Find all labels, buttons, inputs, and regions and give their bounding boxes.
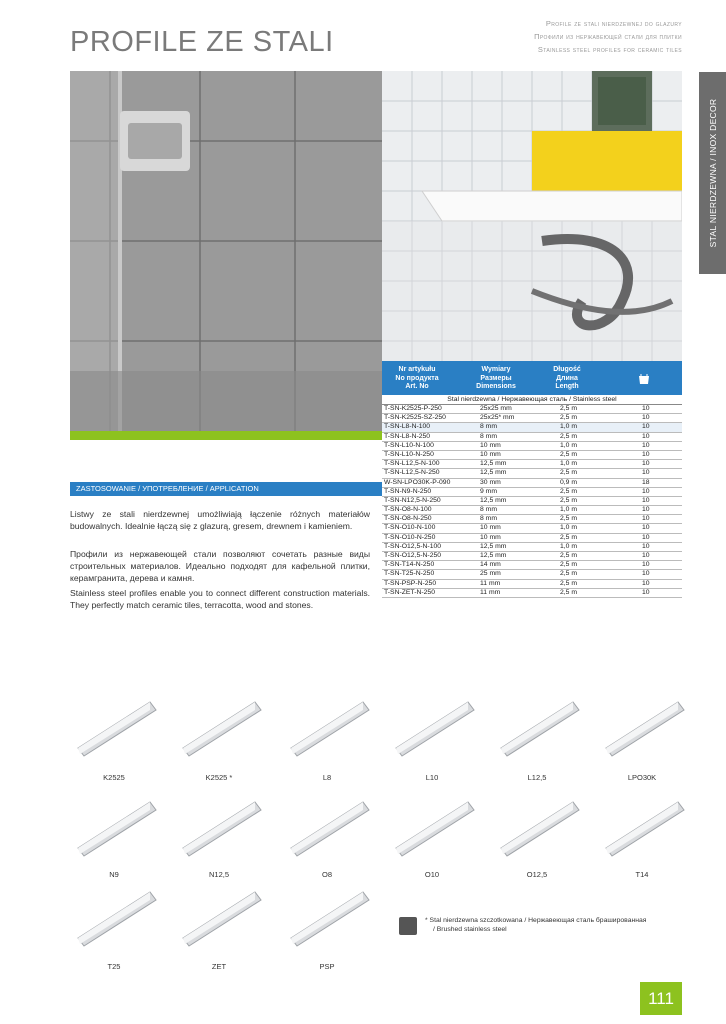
cell-length: 2,5 m bbox=[560, 515, 577, 523]
profile-image bbox=[493, 690, 581, 750]
table-header bbox=[382, 361, 682, 395]
profile-label: O8 bbox=[321, 870, 332, 879]
header-line: Art. No bbox=[405, 383, 429, 390]
cell-art-no: T-SN-O10-N-100 bbox=[384, 524, 436, 532]
profile-drawing bbox=[175, 880, 263, 950]
profile-image bbox=[175, 690, 263, 750]
page-number: 111 bbox=[640, 982, 682, 1015]
table-row bbox=[382, 497, 682, 506]
subtitle-en: Stainless steel profiles for ceramic tiles bbox=[537, 45, 682, 54]
paragraph-ru: Профили из нержавеющей стали позволяют сочетать разные виды строительных материалов. Идеально подходят для кафельной плитки, керамгранита, дерева и камня. bbox=[70, 549, 370, 583]
profile-drawing bbox=[493, 690, 581, 760]
profile-label: O12,5 bbox=[526, 870, 548, 879]
paragraph-en: Stainless steel profiles enable you to connect different construction materials. They perfectly match ceramic tiles, terracotta, wood and stones. bbox=[70, 588, 370, 610]
cell-dimension: 8 mm bbox=[480, 515, 497, 523]
cell-length: 2,5 m bbox=[560, 450, 577, 458]
cell-pack: 18 bbox=[642, 478, 650, 486]
profile-label: L10 bbox=[425, 773, 439, 782]
cell-pack: 10 bbox=[642, 506, 650, 514]
profile-drawing bbox=[175, 790, 263, 860]
cell-art-no: T-SN-T14-N-250 bbox=[384, 561, 435, 569]
profile-drawing bbox=[598, 690, 686, 760]
paragraph-pl: Listwy ze stali nierdzewnej umożliwiają łączenie różnych materiałów budowalnych. Idealnie łączą się z glazurą, gresem, drewnem i kamieniem. bbox=[70, 509, 370, 531]
cell-dimension: 30 mm bbox=[480, 478, 501, 486]
cell-pack: 10 bbox=[642, 405, 650, 412]
table-row bbox=[382, 515, 682, 524]
cell-pack: 10 bbox=[642, 515, 650, 523]
cell-pack: 10 bbox=[642, 496, 650, 504]
table-row bbox=[382, 433, 682, 442]
table-row bbox=[382, 414, 682, 423]
profile-image bbox=[70, 690, 158, 750]
cell-length: 0,9 m bbox=[560, 478, 577, 486]
profile-label: L12,5 bbox=[527, 773, 547, 782]
profile-label: N12,5 bbox=[208, 870, 229, 879]
profile-drawing bbox=[283, 690, 371, 760]
cell-length: 2,5 m bbox=[560, 405, 577, 412]
cell-length: 2,5 m bbox=[560, 432, 577, 440]
cell-length: 2,5 m bbox=[560, 414, 577, 422]
side-tab-label: STAL NIERDZEWNA / INOX DECOR bbox=[707, 98, 718, 248]
cell-dimension: 10 mm bbox=[480, 450, 501, 458]
cell-art-no: T-SN-O8-N-250 bbox=[384, 515, 432, 523]
header-line: Nr artykułu bbox=[398, 366, 436, 373]
cell-length: 1,0 m bbox=[560, 460, 577, 468]
header-line: Długość bbox=[553, 366, 581, 373]
cell-dimension: 25x25 mm bbox=[480, 405, 512, 412]
cell-pack: 10 bbox=[642, 432, 650, 440]
header-line: No продукта bbox=[395, 374, 439, 382]
profile-label: LPO30K bbox=[627, 773, 657, 782]
footnote-line-2: / Brushed stainless steel bbox=[433, 926, 507, 933]
cell-dimension: 25 mm bbox=[480, 570, 501, 578]
cell-pack: 10 bbox=[642, 588, 650, 596]
cell-length: 2,5 m bbox=[560, 588, 577, 596]
profile-drawing bbox=[598, 790, 686, 860]
page-title: PROFILE ZE STALI bbox=[70, 26, 334, 58]
cell-dimension: 12,5 mm bbox=[480, 552, 507, 559]
profile-image bbox=[493, 790, 581, 850]
cell-art-no: T-SN-L8-N-250 bbox=[384, 432, 431, 440]
cell-dimension: 8 mm bbox=[480, 506, 497, 514]
profile-image bbox=[175, 790, 263, 850]
profile-image bbox=[388, 690, 476, 750]
profile-drawing bbox=[70, 790, 158, 860]
table-body bbox=[382, 405, 682, 598]
table-row bbox=[382, 469, 682, 478]
table-section-label: Stal nierdzewna / Нержавеющая сталь / Stainless steel bbox=[382, 395, 682, 405]
table-row bbox=[382, 570, 682, 579]
table-row bbox=[382, 506, 682, 515]
cell-art-no: T-SN-T25-N-250 bbox=[384, 570, 435, 578]
profile-image bbox=[70, 790, 158, 850]
cell-length: 1,0 m bbox=[560, 524, 577, 532]
cell-length: 1,0 m bbox=[560, 441, 577, 449]
cell-art-no: T-SN-L12,5-N-100 bbox=[384, 460, 440, 468]
cell-art-no: T-SN-O12,5-N-100 bbox=[384, 542, 442, 550]
profile-label: T14 bbox=[635, 870, 649, 879]
profile-label: N9 bbox=[109, 870, 119, 879]
shower-photo bbox=[70, 71, 382, 431]
cell-pack: 10 bbox=[642, 441, 650, 449]
accent-bar bbox=[70, 431, 382, 440]
header-line: Wymiary bbox=[481, 366, 511, 373]
cell-art-no: T-SN-N9-N-250 bbox=[384, 487, 432, 495]
profile-drawing bbox=[283, 880, 371, 950]
profile-image bbox=[283, 880, 371, 940]
table-row bbox=[382, 442, 682, 451]
table-row bbox=[382, 405, 682, 414]
profile-drawing bbox=[175, 690, 263, 760]
cell-length: 2,5 m bbox=[560, 496, 577, 504]
cell-length: 2,5 m bbox=[560, 469, 577, 477]
cell-art-no: T-SN-L10-N-250 bbox=[384, 450, 434, 458]
cell-art-no: W-SN-LPO30K-P-090 bbox=[384, 478, 451, 486]
cell-art-no: T-SN-K2525-P-250 bbox=[384, 405, 442, 412]
header-length bbox=[542, 366, 592, 392]
cell-dimension: 12,5 mm bbox=[480, 542, 507, 550]
table-row bbox=[382, 552, 682, 561]
cell-length: 2,5 m bbox=[560, 533, 577, 541]
cell-length: 1,0 m bbox=[560, 423, 577, 431]
cell-pack: 10 bbox=[642, 524, 650, 532]
cell-pack: 10 bbox=[642, 552, 650, 559]
cell-dimension: 25x25* mm bbox=[480, 414, 515, 422]
bathroom-photo bbox=[382, 71, 682, 361]
subtitle-ru: Профили из нержавеющей стали для плитки bbox=[534, 32, 682, 41]
profile-label: PSP bbox=[319, 962, 335, 971]
table-row bbox=[382, 524, 682, 533]
cell-pack: 10 bbox=[642, 533, 650, 541]
profile-image bbox=[598, 690, 686, 750]
profile-label: ZET bbox=[211, 962, 227, 971]
header-line: Dimensions bbox=[476, 383, 516, 390]
subtitle-pl: Profile ze stali nierdzewnej do glazury bbox=[545, 19, 682, 28]
table-row bbox=[382, 561, 682, 570]
profile-image bbox=[283, 690, 371, 750]
table-row bbox=[382, 534, 682, 543]
cell-dimension: 14 mm bbox=[480, 561, 501, 569]
cell-dimension: 10 mm bbox=[480, 533, 501, 541]
profile-drawing bbox=[493, 790, 581, 860]
cell-dimension: 11 mm bbox=[480, 579, 501, 587]
table-row bbox=[382, 460, 682, 469]
profile-image bbox=[70, 880, 158, 940]
table-row bbox=[382, 589, 682, 598]
cell-pack: 10 bbox=[642, 570, 650, 578]
cell-pack: 10 bbox=[642, 460, 650, 468]
cell-pack: 10 bbox=[642, 542, 650, 550]
profile-label: L8 bbox=[322, 773, 332, 782]
application-heading: ZASTOSOWANIE / УПОТРЕБЛЕНИЕ / APPLICATION bbox=[70, 482, 382, 496]
cell-art-no: T-SN-PSP-N-250 bbox=[384, 579, 437, 587]
cell-dimension: 12,5 mm bbox=[480, 496, 507, 504]
side-tab bbox=[699, 72, 726, 274]
profile-drawing bbox=[388, 790, 476, 860]
cell-art-no: T-SN-N12,5-N-250 bbox=[384, 496, 441, 504]
profile-label: K2525 bbox=[103, 773, 125, 782]
cell-art-no: T-SN-L8-N-100 bbox=[384, 423, 431, 431]
profile-drawing bbox=[70, 690, 158, 760]
cell-dimension: 8 mm bbox=[480, 423, 497, 431]
cell-length: 2,5 m bbox=[560, 552, 577, 559]
header-dimensions bbox=[466, 366, 526, 392]
cell-art-no: T-SN-ZET-N-250 bbox=[384, 588, 435, 596]
profile-drawing bbox=[283, 790, 371, 860]
cell-pack: 10 bbox=[642, 414, 650, 422]
profile-label: K2525 * bbox=[205, 773, 233, 782]
cell-length: 2,5 m bbox=[560, 487, 577, 495]
profile-label: T25 bbox=[107, 962, 121, 971]
package-icon bbox=[638, 373, 650, 385]
profile-image bbox=[175, 880, 263, 940]
cell-pack: 10 bbox=[642, 423, 650, 431]
table-row bbox=[382, 488, 682, 497]
cell-pack: 10 bbox=[642, 561, 650, 569]
cell-length: 1,0 m bbox=[560, 542, 577, 550]
cell-art-no: T-SN-K2525-SZ-250 bbox=[384, 414, 446, 422]
profile-label: O10 bbox=[424, 870, 440, 879]
cell-length: 2,5 m bbox=[560, 561, 577, 569]
cell-pack: 10 bbox=[642, 450, 650, 458]
profile-drawing bbox=[70, 880, 158, 950]
table-row bbox=[382, 423, 682, 432]
header-line: Размеры bbox=[480, 374, 512, 382]
table-row bbox=[382, 451, 682, 460]
profile-image bbox=[388, 790, 476, 850]
header-line: Длина bbox=[556, 374, 578, 382]
cell-length: 2,5 m bbox=[560, 579, 577, 587]
footnote-line-1: * Stal nierdzewna szczotkowana / Нержавеющая сталь брашированная bbox=[425, 917, 647, 924]
cell-pack: 10 bbox=[642, 487, 650, 495]
cell-pack: 10 bbox=[642, 469, 650, 477]
cell-art-no: T-SN-O12,5-N-250 bbox=[384, 552, 442, 559]
table-row bbox=[382, 479, 682, 488]
cell-art-no: T-SN-L10-N-100 bbox=[384, 441, 434, 449]
brushed-steel-icon bbox=[399, 917, 417, 935]
header-line: Length bbox=[555, 383, 579, 390]
profile-drawing bbox=[388, 690, 476, 760]
cell-dimension: 10 mm bbox=[480, 524, 501, 532]
cell-dimension: 8 mm bbox=[480, 432, 497, 440]
profile-image bbox=[283, 790, 371, 850]
header-art-no bbox=[382, 366, 452, 392]
cell-length: 1,0 m bbox=[560, 506, 577, 514]
table-row bbox=[382, 580, 682, 589]
cell-length: 2,5 m bbox=[560, 570, 577, 578]
cell-dimension: 12,5 mm bbox=[480, 469, 507, 477]
cell-art-no: T-SN-O10-N-250 bbox=[384, 533, 436, 541]
cell-dimension: 10 mm bbox=[480, 441, 501, 449]
table-row bbox=[382, 543, 682, 552]
cell-dimension: 11 mm bbox=[480, 588, 501, 596]
cell-art-no: T-SN-L12,5-N-250 bbox=[384, 469, 440, 477]
cell-art-no: T-SN-O8-N-100 bbox=[384, 506, 432, 514]
cell-dimension: 9 mm bbox=[480, 487, 497, 495]
cell-pack: 10 bbox=[642, 579, 650, 587]
cell-dimension: 12,5 mm bbox=[480, 460, 507, 468]
profile-image bbox=[598, 790, 686, 850]
